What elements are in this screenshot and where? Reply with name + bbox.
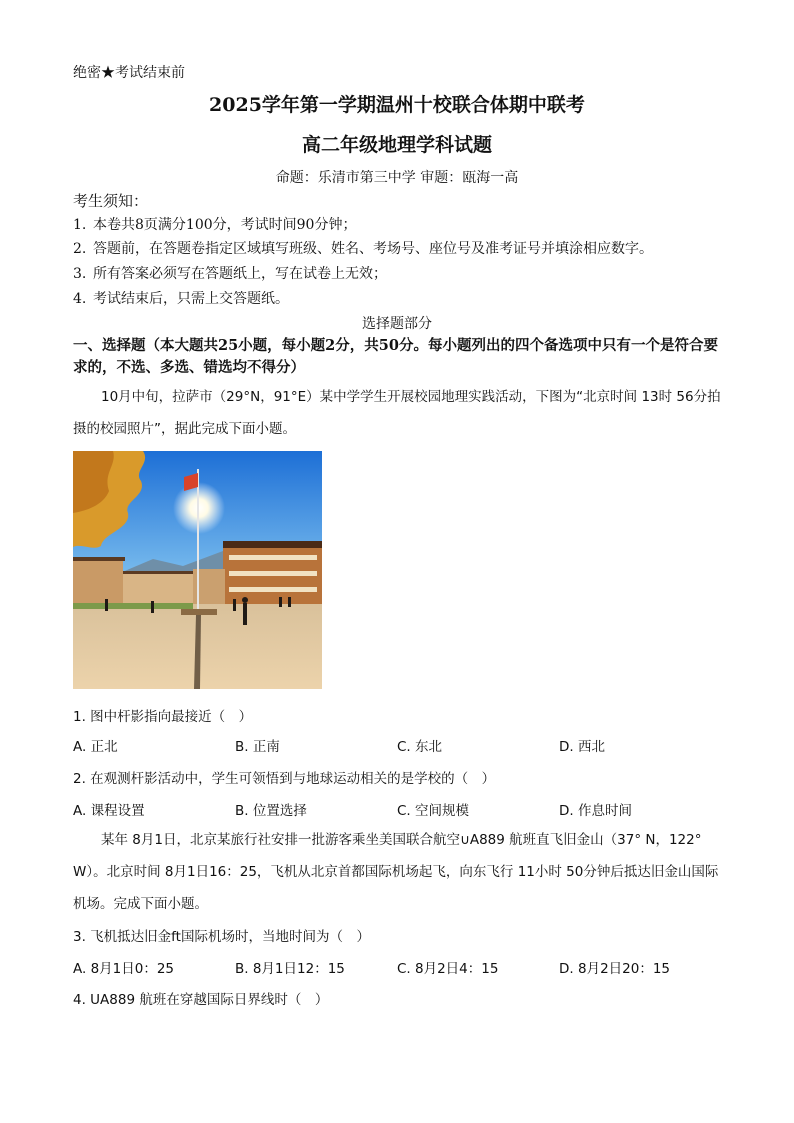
notice-number: 3.: [73, 266, 87, 282]
notice-text: 所有答案必须写在答题纸上，写在试卷上无效；: [93, 266, 387, 282]
question-1-option-d: D. 西北: [559, 739, 605, 755]
question-2-option-b: B. 位置选择: [235, 803, 307, 819]
multiple-choice-heading: 一、选择题（本大题共25小题，每小题2分，共50分。每小题列出的四个备选项中只有一个是符合要求的，不选、多选、错选均不得分）: [73, 337, 718, 376]
notice-number: 1.: [73, 217, 87, 233]
exam-title: 2025学年第一学期温州十校联合体期中联考: [209, 94, 585, 116]
notice-item: [73, 263, 387, 283]
question-1-option-b: B. 正南: [235, 739, 280, 755]
question-3-stem: 3. 飞机抵达旧金ft国际机场时，当地时间为（ ）: [73, 929, 370, 945]
question-3-option-b: B. 8月1日12：15: [235, 961, 345, 977]
question-2-stem: 2. 在观测杆影活动中，学生可领悟到与地球运动相关的是学校的（ ）: [73, 771, 496, 787]
section-title: 选择题部分: [362, 316, 432, 332]
question-2-option-c: C. 空间规模: [397, 803, 470, 819]
question-3-option-d: D. 8月2日20：15: [559, 961, 671, 977]
notice-item: [73, 214, 356, 234]
passage-2-text: 某年 8月1日，北京某旅行社安排一批游客乘坐美国联合航空∪A889 航班直飞旧金山（37° N，122° W）。北京时间 8月1日16：25，飞机从北京首都国际机场起飞，向东飞行 11小时 50分钟后抵达旧金山国际机场。完成下面小题。: [73, 832, 719, 912]
passage-2: [73, 824, 723, 920]
question-4-stem: 4. UA889 航班在穿越国际日界线时（ ）: [73, 992, 329, 1008]
question-1-option-c: C. 东北: [397, 739, 443, 755]
question-1-stem: 1. 图中杆影指向最接近（ ）: [73, 709, 253, 725]
notice-item: [73, 288, 289, 308]
passage-1: [73, 381, 723, 445]
flag-base: [181, 609, 217, 615]
notice-item: [73, 238, 653, 258]
notice-number: 4.: [73, 291, 87, 307]
exam-subtitle: 高二年级地理学科试题: [301, 134, 492, 156]
passage-1-text: 10月中旬，拉萨市（29°N，91°E）某中学学生开展校园地理实践活动，下图为“北京时间 13时 56分拍摄的校园照片”，据此完成下面小题。: [73, 389, 721, 437]
question-2-option-d: D. 作息时间: [559, 803, 632, 819]
notice-text: 考试结束后，只需上交答题纸。: [93, 291, 289, 307]
notice-text: 答题前，在答题卷指定区域填写班级、姓名、考场号、座位号及准考证号并填涂相应数字。: [93, 241, 653, 257]
question-1-option-a: A. 正北: [73, 739, 118, 755]
question-3-option-c: C. 8月2日4：15: [397, 961, 499, 977]
notice-number: 2.: [73, 241, 87, 257]
campus-photo: [73, 451, 322, 689]
question-3-option-a: A. 8月1日0：25: [73, 961, 175, 977]
authors-line: 命题：乐清市第三中学 审题：瓯海一高: [275, 170, 519, 186]
notice-heading: 考生须知：: [73, 192, 149, 210]
notice-text: 本卷共8页满分100分，考试时间90分钟；: [93, 217, 357, 233]
secret-mark: 绝密★考试结束前: [73, 65, 185, 81]
question-2-option-a: A. 课程设置: [73, 803, 145, 819]
